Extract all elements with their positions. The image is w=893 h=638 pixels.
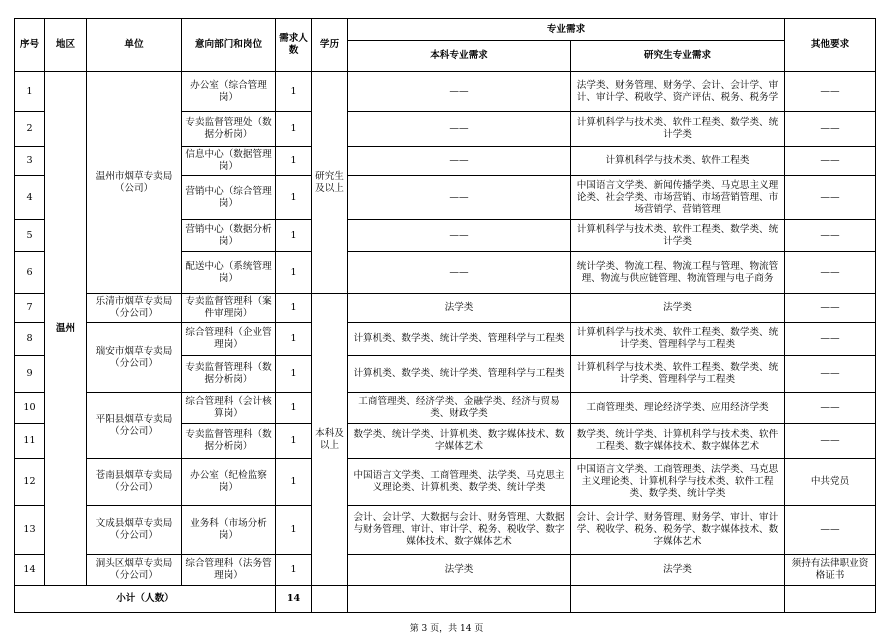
unit-cell: 文成县烟草专卖局（分公司） xyxy=(87,506,182,555)
education-cell: 研究生及以上 xyxy=(312,72,348,294)
other-cell: —— xyxy=(785,112,876,147)
subtotal-value: 14 xyxy=(276,586,312,613)
undergrad-cell: —— xyxy=(348,72,571,112)
other-cell: 中共党员 xyxy=(785,459,876,506)
grad-cell: 法学类、财务管理、财务学、会计、会计学、审计、审计学、税收学、资产评估、税务、税务学 xyxy=(571,72,785,112)
count-cell: 1 xyxy=(276,459,312,506)
unit-cell: 平阳县烟草专卖局（分公司） xyxy=(87,393,182,459)
row-index: 5 xyxy=(15,220,45,252)
subtotal-label: 小计（人数） xyxy=(15,586,276,613)
count-cell: 1 xyxy=(276,220,312,252)
row-index: 11 xyxy=(15,424,45,459)
grad-cell: 中国语言文学类、工商管理类、法学类、马克思主义理论类、计算机科学与技术类、软件工程类、数学类、统计学类 xyxy=(571,459,785,506)
count-cell: 1 xyxy=(276,424,312,459)
other-cell: —— xyxy=(785,220,876,252)
dept-cell: 办公室（综合管理岗） xyxy=(182,72,276,112)
table-row xyxy=(15,393,876,424)
grad-cell: 计算机科学与技术类、软件工程类、数学类、统计学类 xyxy=(571,112,785,147)
count-cell: 1 xyxy=(276,252,312,294)
count-cell: 1 xyxy=(276,72,312,112)
undergrad-cell: 法学类 xyxy=(348,294,571,323)
dept-cell: 专卖监督管理处（数据分析岗） xyxy=(182,112,276,147)
table-row xyxy=(15,555,876,586)
table-row xyxy=(15,72,876,112)
other-cell: —— xyxy=(785,176,876,220)
recruitment-table xyxy=(14,18,876,613)
row-index: 12 xyxy=(15,459,45,506)
dept-cell: 业务科（市场分析岗） xyxy=(182,506,276,555)
count-cell: 1 xyxy=(276,323,312,356)
other-cell: —— xyxy=(785,252,876,294)
row-index: 10 xyxy=(15,393,45,424)
unit-cell: 瑞安市烟草专卖局（分公司） xyxy=(87,323,182,393)
undergrad-cell: —— xyxy=(348,220,571,252)
empty-cell xyxy=(348,586,571,613)
undergrad-cell: 会计、会计学、大数据与会计、财务管理、大数据与财务管理、审计、审计学、税务、税收学、数字媒体技术、数字媒体艺术 xyxy=(348,506,571,555)
table-row xyxy=(15,506,876,555)
count-cell: 1 xyxy=(276,147,312,176)
undergrad-cell: 计算机类、数学类、统计学类、管理科学与工程类 xyxy=(348,323,571,356)
undergrad-cell: —— xyxy=(348,252,571,294)
header-dept-post: 意向部门和岗位 xyxy=(182,19,276,72)
grad-cell: 工商管理类、理论经济学类、应用经济学类 xyxy=(571,393,785,424)
education-cell: 本科及以上 xyxy=(312,294,348,586)
dept-cell: 综合管理科（会计核算岗） xyxy=(182,393,276,424)
other-cell: —— xyxy=(785,294,876,323)
count-cell: 1 xyxy=(276,393,312,424)
count-cell: 1 xyxy=(276,294,312,323)
table-row xyxy=(15,459,876,506)
grad-cell: 计算机科学与技术类、软件工程类、数学类、统计学类 xyxy=(571,220,785,252)
region-cell: 温州 xyxy=(45,72,87,586)
dept-cell: 办公室（纪检监察岗） xyxy=(182,459,276,506)
dept-cell: 信息中心（数据管理岗） xyxy=(182,147,276,176)
empty-cell xyxy=(571,586,785,613)
row-index: 8 xyxy=(15,323,45,356)
table-row xyxy=(15,323,876,356)
dept-cell: 综合管理科（法务管理岗） xyxy=(182,555,276,586)
count-cell: 1 xyxy=(276,356,312,393)
row-index: 14 xyxy=(15,555,45,586)
grad-cell: 法学类 xyxy=(571,294,785,323)
grad-cell: 统计学类、物流工程、物流工程与管理、物流管理、物流与供应链管理、物流管理与电子商务 xyxy=(571,252,785,294)
subtotal-row xyxy=(15,586,876,613)
other-cell: —— xyxy=(785,72,876,112)
undergrad-cell: 工商管理类、经济学类、金融学类、经济与贸易类、财政学类 xyxy=(348,393,571,424)
dept-cell: 营销中心（数据分析岗） xyxy=(182,220,276,252)
grad-cell: 会计、会计学、财务管理、财务学、审计、审计学、税收学、税务、税务学、数字媒体技术、数字媒体艺术 xyxy=(571,506,785,555)
undergrad-cell: 数学类、统计学类、计算机类、数字媒体技术、数字媒体艺术 xyxy=(348,424,571,459)
empty-cell xyxy=(785,586,876,613)
undergrad-cell: —— xyxy=(348,147,571,176)
grad-cell: 中国语言文学类、新闻传播学类、马克思主义理论类、社会学类、市场营销、市场营销管理、市场营销学、营销管理 xyxy=(571,176,785,220)
dept-cell: 专卖监督管理科（案件审理岗） xyxy=(182,294,276,323)
unit-cell: 洞头区烟草专卖局（分公司） xyxy=(87,555,182,586)
other-cell: —— xyxy=(785,506,876,555)
count-cell: 1 xyxy=(276,506,312,555)
header-undergrad: 本科专业需求 xyxy=(348,41,571,72)
header-other: 其他要求 xyxy=(785,19,876,72)
row-index: 6 xyxy=(15,252,45,294)
dept-cell: 专卖监督管理科（数据分析岗） xyxy=(182,424,276,459)
undergrad-cell: 计算机类、数学类、统计学类、管理科学与工程类 xyxy=(348,356,571,393)
unit-cell: 乐清市烟草专卖局（分公司） xyxy=(87,294,182,323)
header-education: 学历 xyxy=(312,19,348,72)
other-cell: —— xyxy=(785,147,876,176)
empty-cell xyxy=(312,586,348,613)
count-cell: 1 xyxy=(276,112,312,147)
other-cell: —— xyxy=(785,393,876,424)
count-cell: 1 xyxy=(276,555,312,586)
other-cell: 须持有法律职业资格证书 xyxy=(785,555,876,586)
grad-cell: 计算机科学与技术类、软件工程类、数学类、统计学类、管理科学与工程类 xyxy=(571,323,785,356)
header-index: 序号 xyxy=(15,19,45,72)
row-index: 7 xyxy=(15,294,45,323)
unit-cell: 温州市烟草专卖局（公司） xyxy=(87,72,182,294)
page-footer: 第 3 页，共 14 页 xyxy=(409,624,484,634)
header-major-req: 专业需求 xyxy=(348,19,785,41)
header-grad: 研究生专业需求 xyxy=(571,41,785,72)
header-count: 需求人数 xyxy=(276,19,312,72)
undergrad-cell: 中国语言文学类、工商管理类、法学类、马克思主义理论类、计算机类、数学类、统计学类 xyxy=(348,459,571,506)
row-index: 1 xyxy=(15,72,45,112)
row-index: 9 xyxy=(15,356,45,393)
grad-cell: 法学类 xyxy=(571,555,785,586)
count-cell: 1 xyxy=(276,176,312,220)
unit-cell: 苍南县烟草专卖局（分公司） xyxy=(87,459,182,506)
row-index: 13 xyxy=(15,506,45,555)
undergrad-cell: 法学类 xyxy=(348,555,571,586)
header-region: 地区 xyxy=(45,19,87,72)
other-cell: —— xyxy=(785,356,876,393)
dept-cell: 专卖监督管理科（数据分析岗） xyxy=(182,356,276,393)
row-index: 4 xyxy=(15,176,45,220)
dept-cell: 配送中心（系统管理岗） xyxy=(182,252,276,294)
undergrad-cell: —— xyxy=(348,176,571,220)
row-index: 2 xyxy=(15,112,45,147)
dept-cell: 营销中心（综合管理岗） xyxy=(182,176,276,220)
grad-cell: 计算机科学与技术类、软件工程类、数学类、统计学类、管理科学与工程类 xyxy=(571,356,785,393)
header-unit: 单位 xyxy=(87,19,182,72)
dept-cell: 综合管理科（企业管理岗） xyxy=(182,323,276,356)
grad-cell: 数学类、统计学类、计算机科学与技术类、软件工程类、数字媒体技术、数字媒体艺术 xyxy=(571,424,785,459)
other-cell: —— xyxy=(785,424,876,459)
undergrad-cell: —— xyxy=(348,112,571,147)
row-index: 3 xyxy=(15,147,45,176)
grad-cell: 计算机科学与技术类、软件工程类 xyxy=(571,147,785,176)
other-cell: —— xyxy=(785,323,876,356)
table-row xyxy=(15,294,876,323)
